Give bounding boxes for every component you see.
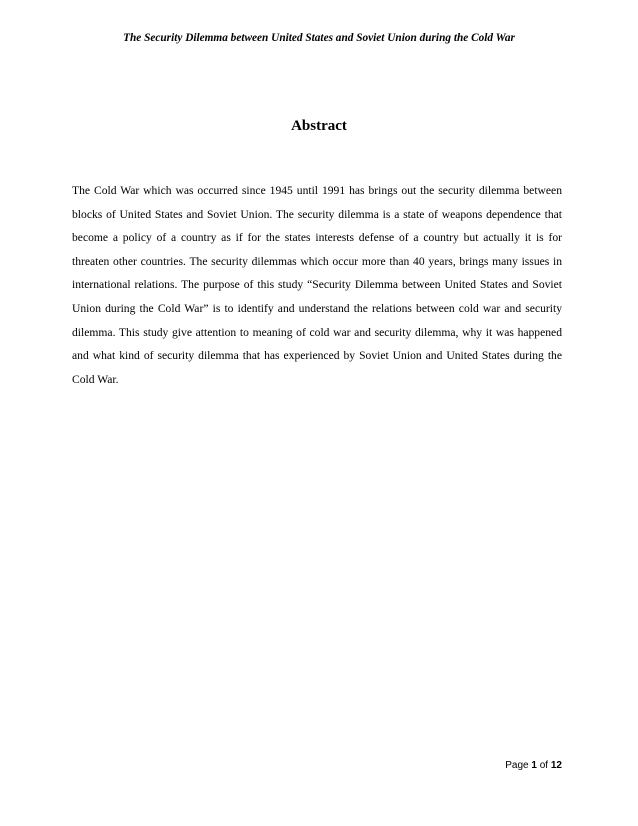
page-of-label: of [539,760,549,771]
current-page-number: 1 [531,760,537,771]
running-header-title: The Security Dilemma between United States and Soviet Union during the Cold War [123,32,515,44]
page-footer [400,759,562,773]
abstract-body: The Cold War which was occurred since 1945 until 1991 has brings out the security dilemma between blocks of United States and Soviet Union. The security dilemma is a state of weapons dependence that become a policy of a country as if for the states interests defense of a country but actually it is for threaten other countries. The security dilemmas which occur more than 40 years, brings many issues in international relations. The purpose of this study “Security Dilemma between United States and Soviet Union during the Cold War” is to identify and understand the relations between cold war and security dilemma. This study give attention to meaning of cold war and security dilemma, why it was happened and what kind of security dilemma that has experienced by Soviet Union and United States during the Cold War. [72,184,562,386]
page-label: Page [505,760,529,771]
total-pages-number: 12 [550,760,562,771]
abstract-heading: Abstract [291,118,347,134]
running-header [40,30,598,46]
